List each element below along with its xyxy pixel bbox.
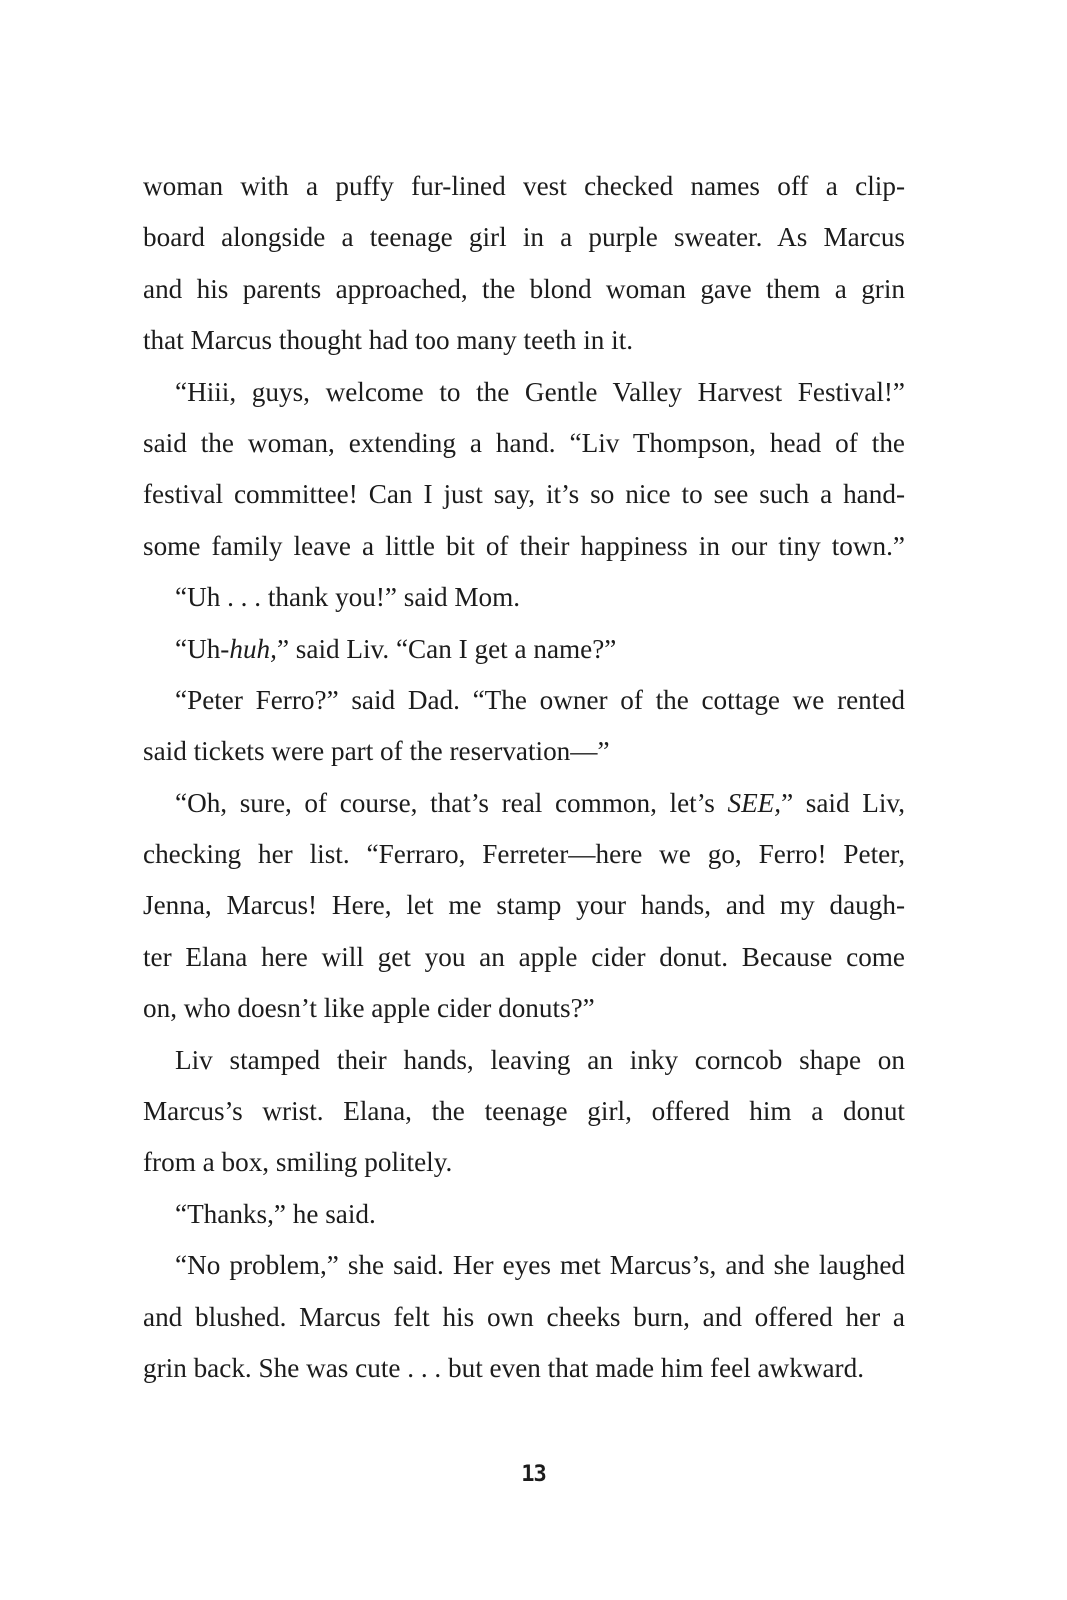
text-line: and his parents approached, the blond woman gave them a grin	[143, 273, 905, 304]
text-line	[143, 624, 905, 675]
text-run: ” said Liv,	[781, 787, 905, 818]
text-line: Marcus’s wrist. Elana, the teenage girl, offered him a donut	[143, 1096, 905, 1127]
text-line: Liv stamped their hands, leaving an inky corncob shape on	[175, 1044, 905, 1075]
text-line: some family leave a little bit of their happiness in our tiny town.”	[143, 530, 905, 561]
text-line: festival committee! Can I just say, it’s so nice to see such a hand-	[143, 479, 905, 510]
text-line: “Uh . . . thank you!” said Mom.	[175, 582, 521, 613]
text-line: that Marcus thought had too many teeth in it.	[143, 325, 634, 356]
text-run: “Oh, sure, of course, that’s real common, let’s	[175, 787, 728, 818]
text-line: checking her list. “Ferraro, Ferreter—here we go, Ferro! Peter,	[143, 839, 905, 870]
text-run: “Uh-	[175, 633, 230, 664]
text-line: from a box, smiling politely.	[143, 1147, 453, 1178]
text-line: said tickets were part of the reservation—”	[143, 736, 610, 767]
body-text	[143, 161, 905, 1394]
emphasis: huh,	[229, 633, 277, 664]
text-line: and blushed. Marcus felt his own cheeks burn, and offered her a	[143, 1301, 905, 1332]
text-line: board alongside a teenage girl in a purple sweater. As Marcus	[143, 222, 905, 253]
text-line: Jenna, Marcus! Here, let me stamp your hands, and my daugh-	[143, 890, 905, 921]
text-line: grin back. She was cute . . . but even that made him feel awkward.	[143, 1352, 864, 1383]
text-run: ” said Liv. “Can I get a name?”	[276, 633, 617, 664]
text-line: said the woman, extending a hand. “Liv Thompson, head of the	[143, 427, 905, 458]
text-line: woman with a puffy fur-lined vest checked names off a clip-	[143, 171, 905, 201]
emphasis: SEE,	[727, 787, 782, 818]
text-line: “Peter Ferro?” said Dad. “The owner of the cottage we rented	[175, 684, 905, 715]
text-line	[143, 778, 905, 829]
text-line: on, who doesn’t like apple cider donuts?”	[143, 993, 595, 1024]
text-line: “Hiii, guys, welcome to the Gentle Valley Harvest Festival!”	[175, 376, 905, 407]
text-line: ter Elana here will get you an apple cider donut. Because come	[143, 941, 905, 972]
text-line: “Thanks,” he said.	[175, 1198, 376, 1229]
text-line: “No problem,” she said. Her eyes met Marcus’s, and she laughed	[175, 1250, 905, 1281]
page-number: 13	[521, 1462, 546, 1487]
